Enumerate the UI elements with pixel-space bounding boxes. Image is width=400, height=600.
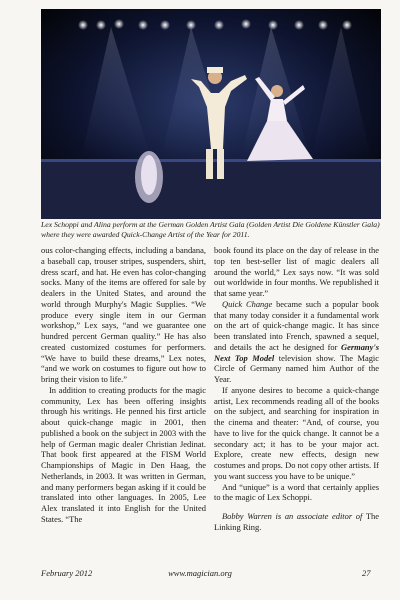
page-number: 27 bbox=[362, 568, 371, 578]
issue-date: February 2012 bbox=[41, 568, 93, 578]
article-column-right bbox=[214, 245, 379, 561]
article-paragraph: book found its place on the day of release in the top ten best-seller list of magic dealers all around the world,” Lex says now. “It was sold out worldwide in four months. We republished it that same year.” bbox=[214, 245, 379, 298]
article-paragraph: Quick Change became such a popular book that many today consider it a fundamental work on the art of quick-change magic. It has since been translated into French, spawned a sequel, and details the act he designed for Germany's Next Top Model television show. The Magic Circle of Germany named him Author of the Year. bbox=[214, 298, 379, 384]
article-paragraph: In addition to creating products for the magic community, Lex has been offering insights through his writings. He penned his first article about quick-change magic in 2001, then published a book on the subject in 2003 with the help of German magic dealer Christian Jedinat. That book first appeared at the FISM World Championships of Magic in Den Haag, the Netherlands, in 2003. It was written in German, and many performers began asking if it could be translated into other languages. In 2005, Lee Alex translated it into English for the United States. “The bbox=[41, 384, 206, 524]
stage-photo bbox=[41, 9, 381, 219]
author-byline: Bobby Warren is an associate editor of The Linking Ring. bbox=[214, 511, 379, 532]
show-title: Germany's Next Top Model bbox=[214, 341, 379, 363]
website-url: www.magician.org bbox=[168, 568, 232, 578]
article-column-left bbox=[41, 245, 206, 561]
photo-caption: Lex Schoppi and Alina perform at the German Golden Artist Gala (Golden Artist Die Goldene Künstler Gala) where they were awarded Quick-Change Artist of the Year for 2011. bbox=[41, 220, 380, 239]
article-paragraph: If anyone desires to become a quick-change artist, Lex recommends reading all of the books on the subject, and searching for inspiration in the cinema and theater: “And, of course, you have to live for the quick change. It cannot be a secondary act; it has to be your major act. Explore, create new effects, design new costumes and props. Do not copy other artists. If you want success you have to be unique.” bbox=[214, 384, 379, 481]
book-title: Quick Change bbox=[222, 298, 273, 309]
article-paragraph: And “unique” is a word that certainly applies to the magic of Lex Schoppi. bbox=[214, 481, 379, 503]
article-paragraph: ous color-changing effects, including a bandana, a baseball cap, trouser stripes, suspenders, shirt, dress scarf, and hat. He even has color-changing socks. Many of the items are offered for sale by dealers in the United States, and around the world through Murphy's Magic Supplies. “We produce every single item in our German workshop,” Lex says, “and we guarantee one hundred percent German quality.” He has also created customized costumes for performers. “We have to build these dreams,” Lex notes, “and we work on costumes to figure out how to bring their vision to life.” bbox=[41, 245, 206, 384]
